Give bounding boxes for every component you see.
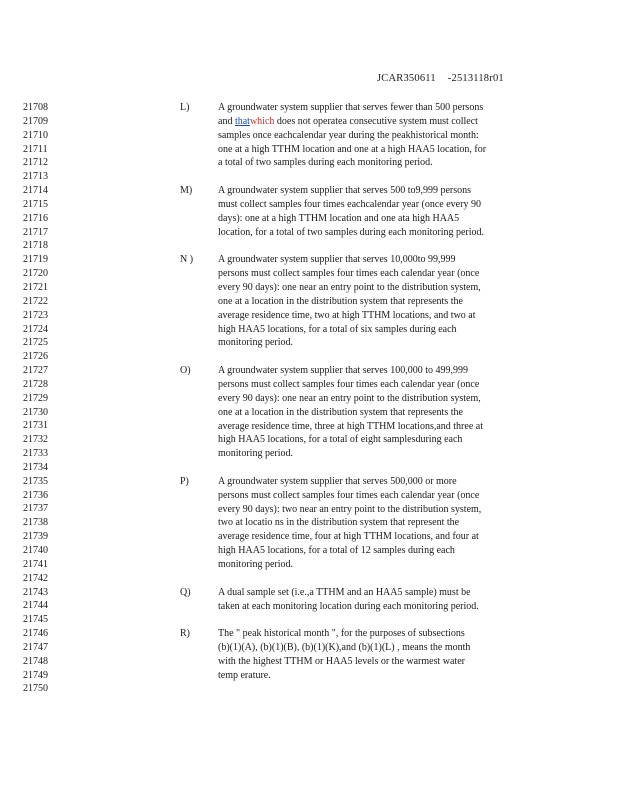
subsection-text	[218, 627, 540, 682]
line-number: 21744	[23, 600, 48, 612]
line-number: 21720	[23, 268, 48, 280]
line-number: 21749	[23, 669, 48, 681]
text-line: one at a high TTHM location and one at a high HAA5 location, for	[218, 143, 487, 155]
line-number: 21715	[23, 198, 48, 210]
line-number: 21732	[23, 434, 48, 446]
subsection-text	[218, 184, 540, 239]
text-line: monitoring period.	[218, 559, 293, 570]
line-prefix: and	[218, 115, 233, 127]
line-number: 21710	[23, 129, 48, 141]
line-number: 21724	[23, 323, 48, 335]
subsection-label: N )	[180, 254, 194, 266]
text-line: average residence time, two at high TTHM locations, and two at	[218, 309, 476, 321]
text-line: high HAA5 locations, for a total of eight samplesduring each	[218, 434, 463, 446]
text-line: high HAA5 locations, for a total of 12 samples during each	[218, 545, 455, 557]
line-number: 21725	[23, 337, 48, 349]
line-number: 21723	[23, 309, 48, 321]
text-line: monitoring period.	[218, 337, 293, 349]
text-line: with the highest TTHM or HAA5 levels or the warmest water	[218, 655, 465, 667]
text-line: persons must collect samples four times each calendar year (once	[218, 489, 480, 501]
line-number: 21743	[23, 586, 48, 598]
text-line: location, for a total of two samples during each monitoring period.	[218, 226, 485, 238]
deleted-text: that	[234, 115, 250, 127]
line-number: 21746	[23, 628, 48, 640]
line-number: 21708	[23, 102, 48, 113]
text-line: a total of two samples during each monitoring period.	[218, 157, 433, 169]
text-line: average residence time, three at high TTHM locations,and three at	[218, 420, 483, 432]
text-line: every 90 days): one near an entry point to the distribution system,	[218, 282, 481, 294]
line-number: 21727	[23, 365, 48, 377]
text-line: every 90 days): two near an entry point to the distribution system,	[218, 503, 482, 515]
line-number: 21721	[23, 281, 48, 293]
text-line: every 90 days): one near an entry point to the distribution system,	[218, 392, 481, 404]
text-line: A groundwater system supplier that serves 500 to9,999 persons	[218, 185, 472, 197]
line-number: 21726	[23, 351, 48, 363]
subsection-text	[218, 475, 540, 572]
line-number: 21730	[23, 406, 48, 418]
line-number: 21739	[23, 531, 48, 543]
line-number-column	[23, 101, 63, 696]
text-line: temp erature.	[218, 669, 271, 681]
text-line: taken at each monitoring location during each monitoring period.	[218, 600, 479, 612]
subsection-text	[218, 586, 540, 614]
line-rest: does not operatea consecutive system must collect	[276, 115, 478, 127]
text-line: high HAA5 locations, for a total of six samples during each	[218, 323, 457, 335]
subsection-text	[218, 253, 540, 350]
text-line: one at a location in the distribution system that represents the	[218, 295, 463, 307]
inserted-text: which	[249, 115, 275, 127]
text-line: two at locatio ns in the distribution system that represent the	[218, 517, 460, 529]
line-number: 21745	[23, 614, 48, 626]
line-number: 21713	[23, 171, 48, 183]
document-id: JCAR350611	[377, 73, 436, 84]
line-number: 21719	[23, 254, 48, 266]
text-line: A dual sample set (i.e.,a TTHM and an HAA5 sample) must be	[218, 586, 471, 598]
line-number: 21735	[23, 475, 48, 487]
line-number: 21738	[23, 517, 48, 529]
line-number: 21736	[23, 489, 48, 501]
text-line: persons must collect samples four times each calendar year (once	[218, 268, 480, 280]
line-number: 21728	[23, 378, 48, 390]
line-number: 21717	[23, 226, 48, 238]
subsection-label: O)	[180, 365, 191, 377]
line-number: 21737	[23, 503, 48, 515]
line-number: 21709	[23, 115, 48, 127]
subsection-label: P)	[180, 475, 189, 487]
line-number: 21747	[23, 641, 48, 653]
line-number: 21716	[23, 212, 48, 224]
text-line: samples once eachcalendar year during the peakhistorical month:	[218, 129, 479, 141]
subsection-text	[218, 101, 540, 170]
line-number: 21742	[23, 572, 48, 584]
text-line: one at a location in the distribution system that represents the	[218, 406, 463, 418]
text-line: The " peak historical month ", for the purposes of subsections	[218, 628, 465, 640]
line-number: 21731	[23, 420, 48, 432]
line-number: 21750	[23, 683, 48, 695]
text-line: (b)(1)(A), (b)(1)(B), (b)(1)(K),and (b)(1)(L) , means the month	[218, 642, 471, 654]
subsection-label: L)	[180, 102, 190, 113]
line-number: 21718	[23, 240, 48, 252]
line-number: 21714	[23, 185, 48, 197]
subsection-text	[218, 364, 540, 461]
line-number: 21712	[23, 157, 48, 169]
line-number: 21733	[23, 448, 48, 460]
line-number: 21722	[23, 295, 48, 307]
line-number: 21734	[23, 461, 48, 473]
document-version: -2513118r01	[447, 73, 504, 84]
text-line: must collect samples four times eachcalendar year (once every 90	[218, 198, 481, 210]
subsection-label: Q)	[180, 586, 191, 598]
text-line: A groundwater system supplier that serves 10,000to 99,999	[218, 254, 456, 266]
subsection-label: M)	[180, 185, 193, 197]
text-line: A groundwater system supplier that serves fewer than 500 persons	[218, 102, 484, 113]
text-line: A groundwater system supplier that serves 100,000 to 499,999	[218, 365, 468, 377]
line-number: 21741	[23, 558, 48, 570]
subsection-label: R)	[180, 628, 190, 640]
text-line: monitoring period.	[218, 448, 293, 460]
text-line-with-edit	[218, 115, 540, 129]
line-number: 21748	[23, 655, 48, 667]
text-line: persons must collect samples four times each calendar year (once	[218, 378, 480, 390]
text-line: days): one at a high TTHM location and one ata high HAA5	[218, 212, 460, 224]
line-number: 21740	[23, 545, 48, 556]
text-line: A groundwater system supplier that serves 500,000 or more	[218, 475, 457, 487]
text-line: average residence time, four at high TTHM locations, and four at	[218, 531, 479, 543]
document-header	[377, 73, 504, 84]
line-number: 21711	[23, 143, 48, 155]
line-number: 21729	[23, 392, 48, 404]
